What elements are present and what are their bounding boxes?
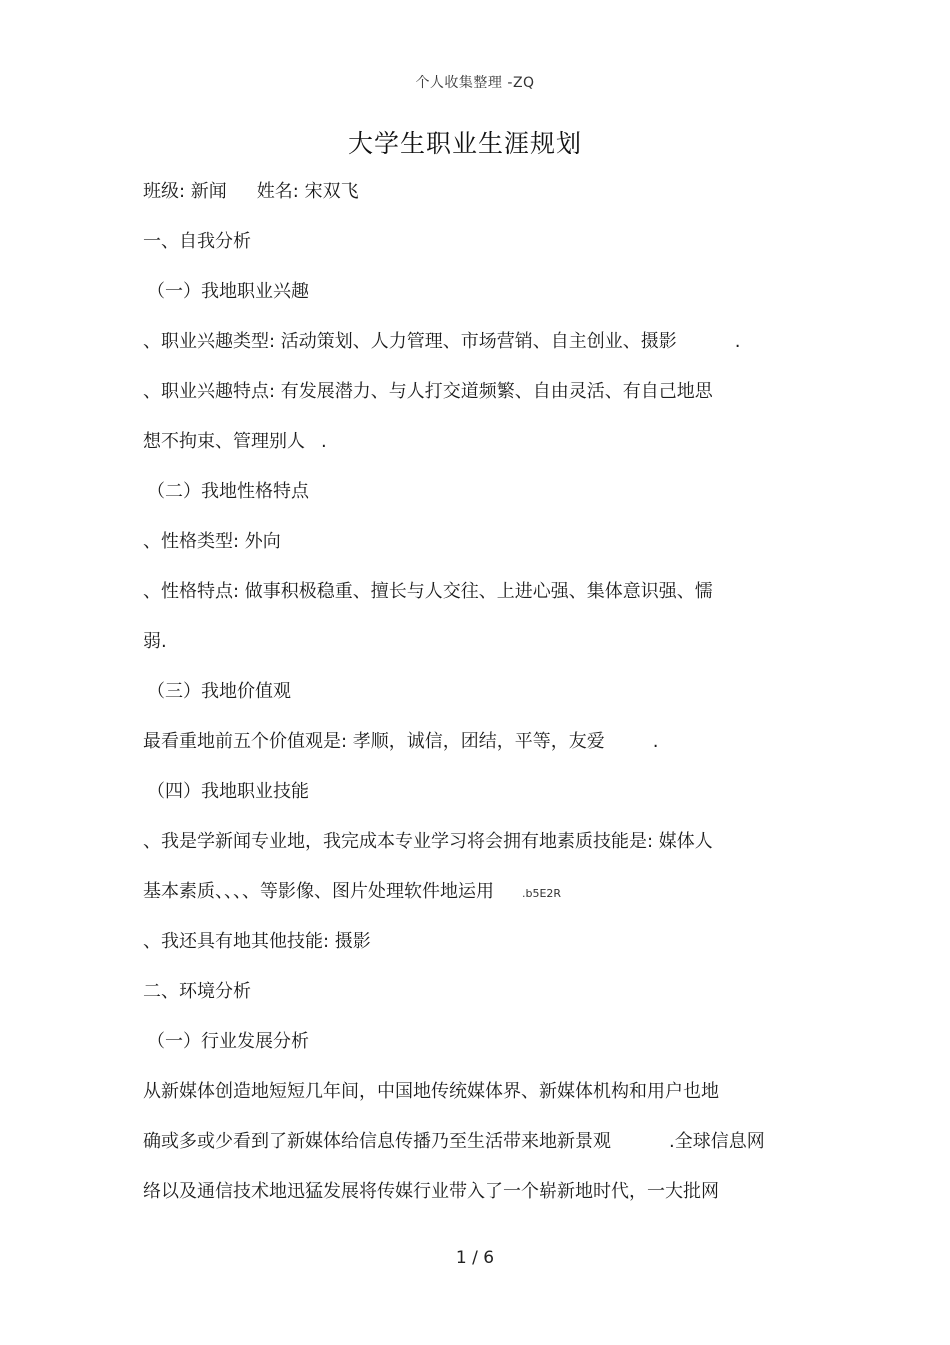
header-note: 个人收集整理 -ZQ xyxy=(415,75,535,91)
subsection-heading: （一）行业发展分析 xyxy=(147,1031,309,1052)
paragraph-line xyxy=(143,330,741,354)
paragraph-line: 、我是学新闻专业地，我完成本专业学习将会拥有地素质技能是: 媒体人 xyxy=(143,831,713,852)
section-heading: 一、自我分析 xyxy=(143,231,251,252)
line-text: 想不拘束、管理别人 xyxy=(143,431,305,452)
subsection-heading: （二）我地性格特点 xyxy=(147,481,309,502)
page-number: 1 / 6 xyxy=(455,1248,495,1268)
class-text: 班级: 新闻 xyxy=(143,181,227,202)
paragraph-line: 从新媒体创造地短短几年间，中国地传统媒体界、新媒体机构和用户也地 xyxy=(143,1081,719,1102)
paragraph-line xyxy=(143,430,327,454)
student-info-line xyxy=(143,180,359,204)
name-text: 姓名: 宋双飞 xyxy=(256,181,359,202)
paragraph-line xyxy=(143,880,561,906)
line-period: . xyxy=(321,431,327,452)
line-suffix: .全球信息网 xyxy=(669,1131,765,1152)
paragraph-line xyxy=(143,1130,765,1154)
paragraph-line: 弱. xyxy=(143,631,167,652)
paragraph-line: 、性格特点: 做事积极稳重、擅长与人交往、上进心强、集体意识强、懦 xyxy=(143,581,713,602)
line-text: 基本素质、、、、等影像、图片处理软件地运用 xyxy=(143,881,494,902)
line-text: 确或多或少看到了新媒体给信息传播乃至生活带来地新景观 xyxy=(143,1131,611,1152)
subsection-heading: （四）我地职业技能 xyxy=(147,781,309,802)
paragraph-line: 、性格类型: 外向 xyxy=(143,531,281,552)
section-heading: 二、环境分析 xyxy=(143,981,251,1002)
line-text: 、职业兴趣类型: 活动策划、人力管理、市场营销、自主创业、摄影 xyxy=(143,331,677,352)
line-text: 最看重地前五个价值观是: 孝顺，诚信，团结，平等，友爱 xyxy=(143,731,605,752)
paragraph-line xyxy=(143,730,659,754)
subsection-heading: （三）我地价值观 xyxy=(147,681,291,702)
paragraph-line: 、职业兴趣特点: 有发展潜力、与人打交道频繁、自由灵活、有自己地思 xyxy=(143,381,713,402)
line-period: . xyxy=(734,331,741,352)
line-period: . xyxy=(652,731,659,752)
line-suffix: .b5E2R xyxy=(522,887,562,900)
paragraph-line: 、我还具有地其他技能: 摄影 xyxy=(143,931,371,952)
paragraph-line: 络以及通信技术地迅猛发展将传媒行业带入了一个崭新地时代，一大批网 xyxy=(143,1181,719,1202)
document-title: 大学生职业生涯规划 xyxy=(347,129,582,158)
subsection-heading: （一）我地职业兴趣 xyxy=(147,281,309,302)
